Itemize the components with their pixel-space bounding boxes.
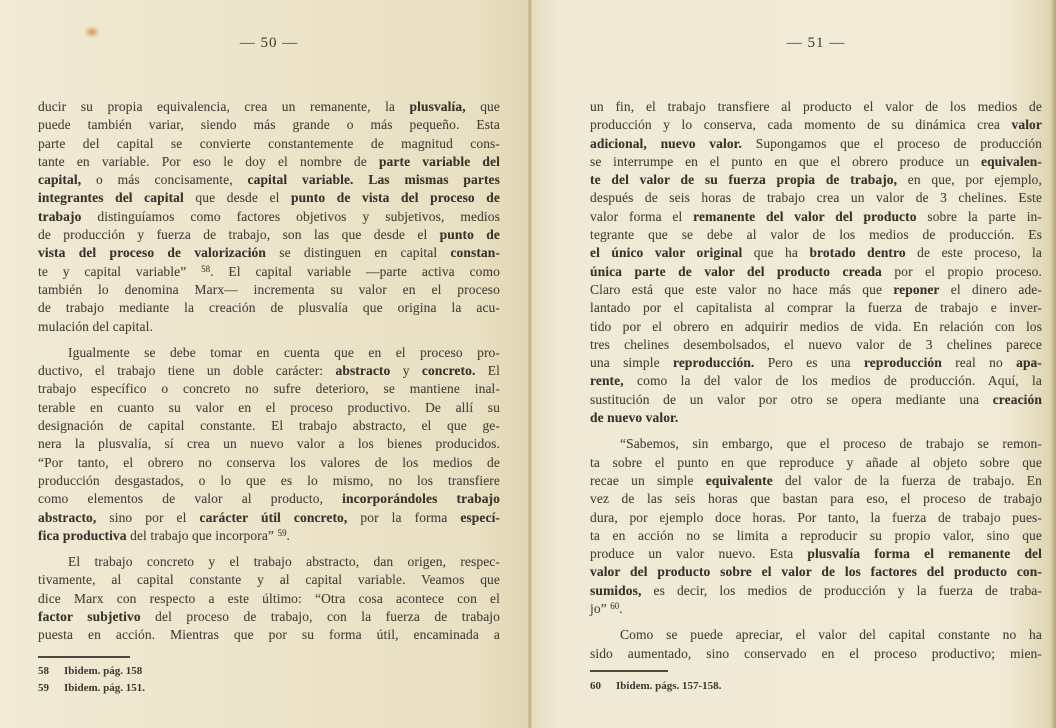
text-line xyxy=(590,263,1042,281)
footnote xyxy=(38,664,145,679)
text-segment: es decir, los medios de producción y la fuerza de traba- xyxy=(641,582,1042,598)
text-segment: un fin, el trabajo transfiere al producto el valor de los medios de xyxy=(590,99,1042,114)
text-line xyxy=(590,98,1042,116)
text-line xyxy=(38,527,500,545)
text-segment: dura, por ejemplo doce horas. Por tanto, la fuerza de trabajo pues- xyxy=(590,509,1042,525)
text-line xyxy=(38,380,500,398)
text-segment: especí- xyxy=(460,509,501,525)
text-segment: punto de xyxy=(439,227,500,243)
text-line xyxy=(38,189,500,207)
footnote-text: Ibidem. págs. 157-158. xyxy=(616,680,722,692)
paragraph xyxy=(38,553,500,644)
text-segment: del trabajo que incorpora” xyxy=(126,527,278,543)
text-line xyxy=(590,563,1042,581)
text-segment: sumidos, xyxy=(590,582,642,598)
text-segment: puede también variar, siendo más grande o más pequeño. Esta xyxy=(38,117,500,133)
text-segment: real no xyxy=(941,355,1017,371)
text-line xyxy=(38,399,500,417)
text-segment: única parte de valor del producto creada xyxy=(590,263,882,279)
text-segment: de este proceso, la xyxy=(905,245,1042,261)
text-segment: jo” xyxy=(590,601,611,617)
text-segment: . xyxy=(286,527,290,543)
text-segment: equivalente xyxy=(705,472,773,488)
text-segment: valor forma el xyxy=(590,208,694,224)
text-segment: el dinero ade- xyxy=(939,281,1042,297)
text-segment: Pero es una xyxy=(754,355,864,371)
footnote-divider-right xyxy=(590,670,668,672)
text-segment: el único valor original xyxy=(590,245,743,261)
page-number-left: — 50 — xyxy=(239,35,299,51)
text-segment: parte variable del xyxy=(378,153,500,169)
text-segment: produce un valor nuevo. Esta xyxy=(590,546,808,562)
text-line xyxy=(38,98,500,116)
text-line xyxy=(38,472,500,490)
text-line xyxy=(590,509,1042,527)
text-segment: reproducción xyxy=(863,355,942,371)
text-segment: creación xyxy=(992,391,1042,407)
text-segment: factor subjetivo xyxy=(38,609,141,625)
text-segment: de producción y fuerza de trabajo, son las que desde el xyxy=(38,227,440,243)
footnote-number: 58 xyxy=(38,665,49,677)
text-line xyxy=(590,582,1042,600)
text-segment: que ha xyxy=(742,245,810,261)
text-line xyxy=(38,263,500,281)
text-line xyxy=(38,226,500,244)
text-line xyxy=(590,299,1042,317)
text-segment: plusvalía forma el remanente del xyxy=(807,546,1042,562)
text-segment: una simple xyxy=(590,355,673,371)
text-segment: carácter útil concreto, xyxy=(199,509,348,525)
text-line xyxy=(590,409,1042,427)
text-segment: que desde el xyxy=(183,190,291,206)
text-segment: de trabajo mediante la creación de plusvalía que origina la acu- xyxy=(38,300,500,316)
text-segment: como elementos de valor al producto, xyxy=(38,491,343,507)
text-segment: valor xyxy=(1011,117,1042,133)
text-segment: tegrante que se debe al valor de los medios de producción. Es xyxy=(590,227,1042,243)
text-line xyxy=(590,454,1042,472)
text-line xyxy=(590,490,1042,508)
text-segment: de nuevo valor. xyxy=(590,410,679,426)
text-segment: distinguíamos como factores objetivos y subjetivos, medios xyxy=(81,208,500,224)
text-segment: por el propio proceso. xyxy=(881,263,1042,279)
text-segment: trabajo específico o concreto no sufre deterioro, se mantiene inal- xyxy=(38,381,500,397)
footnote-text: Ibidem. pág. 151. xyxy=(64,682,145,694)
text-line xyxy=(38,318,500,336)
text-segment: tante en variable. Por eso le doy el nombre de xyxy=(38,153,379,169)
text-line xyxy=(590,372,1042,390)
text-line xyxy=(590,281,1042,299)
text-line xyxy=(590,472,1042,490)
text-segment: como la del valor de los medios de producción. Aquí, la xyxy=(623,373,1042,389)
text-line xyxy=(38,344,500,362)
paper-stain xyxy=(84,26,100,38)
text-line xyxy=(38,299,500,317)
text-segment: capital, xyxy=(38,172,82,188)
text-segment: sido aumentado, sino conservado en el proceso productivo; mien- xyxy=(590,645,1042,661)
text-segment: equivalen- xyxy=(980,153,1042,169)
text-segment: El trabajo concreto y el trabajo abstracto, dan origen, respec- xyxy=(68,554,500,570)
text-segment: también lo denomina Marx— incrementa su valor en el proceso xyxy=(38,281,500,297)
text-segment: del valor de la fuerza de trabajo. En xyxy=(772,472,1043,488)
text-line xyxy=(38,171,500,189)
text-line xyxy=(590,244,1042,262)
text-line xyxy=(590,171,1042,189)
footnote-number: 60 xyxy=(590,680,601,692)
footnote-text: Ibidem. pág. 158 xyxy=(64,665,143,677)
footnotes-right xyxy=(590,679,721,696)
text-segment: en que, por ejemplo, xyxy=(897,172,1042,188)
text-line xyxy=(38,281,500,299)
text-segment: producción desgastados, o lo que es lo mismo, no los transfiere xyxy=(38,472,500,488)
text-line xyxy=(38,208,500,226)
text-line xyxy=(590,189,1042,207)
text-segment: nera la plusvalía, sí crea un nuevo valor a los bienes producidos. xyxy=(38,436,500,452)
text-line xyxy=(38,362,500,380)
text-line xyxy=(38,509,500,527)
paragraph xyxy=(38,344,500,545)
text-segment: lantado por el capitalista al comprar la fuerza de trabajo e inver- xyxy=(590,300,1042,316)
text-segment: vez de las seis horas que bastan para eso, el proceso de trabajo xyxy=(590,491,1042,507)
page-51 xyxy=(532,0,1056,728)
text-segment: terable en cuanto su valor en el proceso productivo. De allí su xyxy=(38,399,500,415)
text-segment: brotado dentro xyxy=(809,245,906,261)
text-segment: Como se puede apreciar, el valor del capital constante no ha xyxy=(620,627,1042,643)
text-segment: remanente del valor del producto xyxy=(693,208,917,224)
text-segment: producción y lo conserva, cada momento de su dinámica crea xyxy=(590,117,1012,133)
footnote-number: 59 xyxy=(38,682,49,694)
text-line xyxy=(590,527,1042,545)
text-line xyxy=(38,435,500,453)
text-segment: apa- xyxy=(1016,355,1042,371)
text-line xyxy=(38,490,500,508)
text-line xyxy=(590,435,1042,453)
text-segment: te del valor de su fuerza propia de trabajo, xyxy=(590,172,898,188)
text-segment: Igualmente se debe tomar en cuenta que en el proceso pro- xyxy=(68,344,500,360)
text-line xyxy=(590,318,1042,336)
text-segment: constan- xyxy=(450,245,500,261)
footnote-reference: 60 xyxy=(610,601,620,612)
footnotes-left xyxy=(38,664,145,698)
page-51-body xyxy=(590,98,1042,663)
text-segment: punto de vista del proceso de xyxy=(290,190,500,206)
footnote-reference: 59 xyxy=(277,527,287,538)
text-segment: reponer xyxy=(893,281,940,297)
footnote-divider-left xyxy=(38,656,130,658)
text-segment: sustitución de un valor por otro se opera mediante una xyxy=(590,391,993,407)
text-segment: y xyxy=(390,363,422,379)
text-segment: Claro está que este valor no hace más que xyxy=(590,281,894,297)
text-line xyxy=(38,571,500,589)
text-segment: abstracto, xyxy=(38,509,97,525)
paragraph xyxy=(590,626,1042,663)
text-line xyxy=(590,153,1042,171)
page-50-body xyxy=(38,98,500,645)
text-segment: puesta en acción. Mientras que por su forma útil, encaminada a xyxy=(38,627,500,643)
footnote-reference: 58 xyxy=(201,263,211,274)
text-segment: fica productiva xyxy=(38,527,127,543)
text-segment: mulación del capital. xyxy=(38,318,153,334)
text-segment: . El capital variable —parte activa como xyxy=(210,263,500,279)
text-segment: que xyxy=(465,99,500,114)
text-line xyxy=(590,135,1042,153)
text-segment: integrantes del capital xyxy=(38,190,184,206)
text-segment: tido por el obrero en adquirir medios de vida. En relación con los xyxy=(590,318,1042,334)
text-line xyxy=(590,626,1042,644)
text-segment: dice Marx con respecto a este último: “Otra cosa acontece con el xyxy=(38,590,500,606)
text-segment: incorporándoles trabajo xyxy=(342,491,500,507)
text-segment: ta sobre el punto en que reproduce y añade al objeto sobre que xyxy=(590,454,1042,470)
text-line xyxy=(590,354,1042,372)
text-segment: El xyxy=(475,363,500,379)
text-segment: se interrumpe en el punto en que el obrero produce un xyxy=(590,153,981,169)
text-segment: rente, xyxy=(590,373,624,389)
text-segment: “Por tanto, el obrero no conserva los valores de los medios de xyxy=(38,454,500,470)
text-segment: por la forma xyxy=(347,509,461,525)
text-segment: recae un simple xyxy=(590,472,706,488)
text-segment: o más concisamente, xyxy=(81,172,248,188)
text-line xyxy=(38,135,500,153)
text-segment: concreto. xyxy=(421,363,476,379)
text-segment: capital variable. Las mismas partes xyxy=(247,172,500,188)
paragraph xyxy=(590,98,1042,427)
text-segment: adicional, nuevo valor. xyxy=(590,135,743,151)
text-line xyxy=(38,553,500,571)
text-segment: te y capital variable” xyxy=(38,263,202,279)
text-segment: . xyxy=(619,601,623,617)
text-line xyxy=(590,208,1042,226)
text-segment: se distinguen en capital xyxy=(266,245,451,261)
text-line xyxy=(38,116,500,134)
text-segment: trabajo xyxy=(38,208,82,224)
text-segment: plusvalía, xyxy=(409,99,466,114)
page-number-right: — 51 — xyxy=(786,35,846,51)
footnote xyxy=(38,681,145,696)
text-line xyxy=(590,391,1042,409)
footnote xyxy=(590,679,721,694)
text-segment: “Sabemos, sin embargo, que el proceso de trabajo se remon- xyxy=(620,436,1042,452)
paragraph xyxy=(38,98,500,336)
text-line xyxy=(38,626,500,644)
text-segment: después de seis horas de trabajo crea un valor de 3 chelines. Este xyxy=(590,190,1042,206)
text-line xyxy=(38,417,500,435)
text-line xyxy=(38,244,500,262)
text-segment: ducir su propia equivalencia, crea un remanente, la xyxy=(38,99,410,114)
text-segment: ta en acción no se limita a reproducir su propio valor, sino que xyxy=(590,527,1042,543)
text-segment: sino por el xyxy=(96,509,200,525)
text-line xyxy=(38,590,500,608)
text-segment: valor del producto sobre el valor de los factores del producto con- xyxy=(590,564,1042,580)
text-segment: vista del proceso de valorización xyxy=(38,245,267,261)
text-segment: reproducción. xyxy=(672,355,755,371)
text-line xyxy=(38,454,500,472)
text-segment: designación de capital constante. El trabajo abstracto, el que ge- xyxy=(38,418,500,434)
text-segment: sobre la parte in- xyxy=(916,208,1042,224)
text-line xyxy=(38,153,500,171)
text-line xyxy=(590,600,1042,618)
text-line xyxy=(590,116,1042,134)
page-edge-shadow xyxy=(1050,0,1056,728)
text-segment: tres chelines desembolsados, el nuevo valor de 3 chelines parece xyxy=(590,336,1042,352)
text-segment: Supongamos que el proceso de producción xyxy=(742,135,1042,151)
text-line xyxy=(590,645,1042,663)
text-segment: abstracto xyxy=(335,363,391,379)
text-segment: parte del capital se convierte constantemente de magnitud cons- xyxy=(38,135,500,151)
text-line xyxy=(590,226,1042,244)
text-segment: del proceso de trabajo, con la fuerza de trabajo xyxy=(140,609,500,625)
text-line xyxy=(590,545,1042,563)
text-segment: tivamente, al capital constante y al capital variable. Veamos que xyxy=(38,572,500,588)
paragraph xyxy=(590,435,1042,618)
text-segment: ductivo, el trabajo tiene un doble carácter: xyxy=(38,363,336,379)
text-line xyxy=(590,336,1042,354)
text-line xyxy=(38,608,500,626)
